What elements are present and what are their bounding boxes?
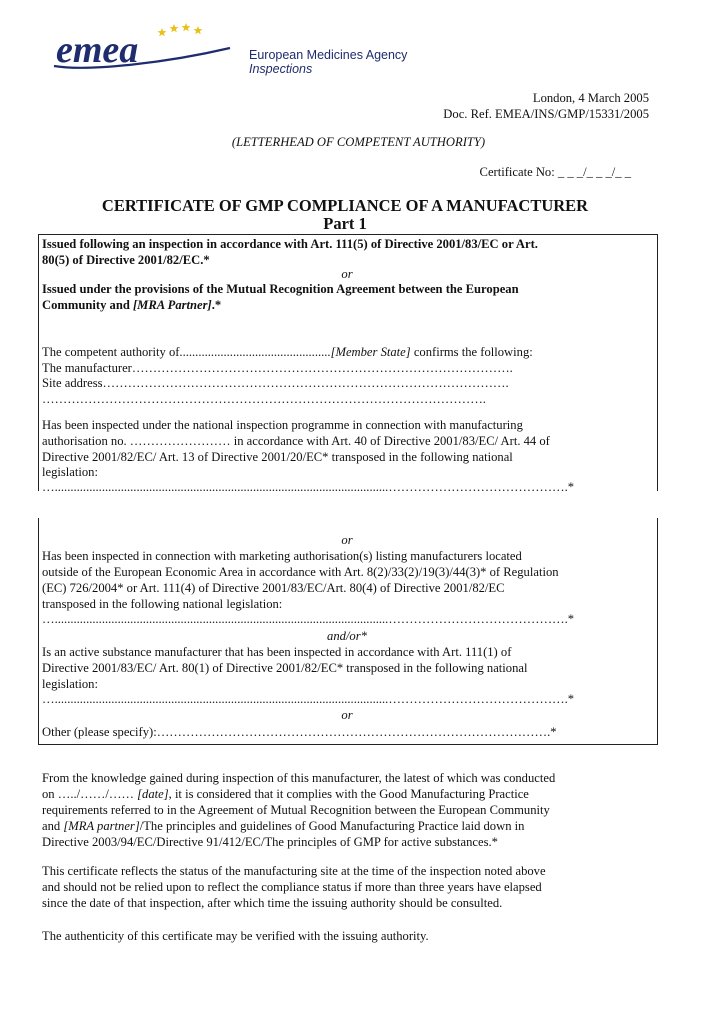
inspection-date-field: on …../……/…… [42,787,138,801]
emea-logo [50,22,240,74]
site-address-continuation: ……………………………………………………………………………………………. [42,392,486,406]
other-specify-field: Other (please specify):………………………………………………………………………………….* [42,725,557,739]
marketing-auth-text-3: (EC) 726/2004* or Art. 111(4) of Directive 2001/83/EC/Art. 80(4) of Directive 2001/82/EC [42,581,505,595]
site-address-field: Site address……………………………………………………………………………………. [42,376,509,390]
star-2 [170,24,179,32]
national-inspection-text-1: Has been inspected under the national inspection programme in connection with manufacturing [42,418,523,432]
gmp-principles-text: /The principles and guidelines of Good Manufacturing Practice laid down in [139,819,525,833]
marketing-auth-text-2: outside of the European Economic Area in accordance with Art. 8(2)/33(2)/19(3)/44(3)* of Regulation [42,565,559,579]
manufacturer-field: The manufacturer………………………………………………………………………………. [42,361,513,375]
or-separator-2: or [341,533,353,547]
marketing-auth-text-1: Has been inspected in connection with marketing authorisation(s) listing manufacturers located [42,549,522,563]
active-substance-text-2: Directive 2001/83/EC/ Art. 80(1) of Directive 2001/82/EC* transposed in the following national [42,661,528,675]
or-separator-3: or [341,708,353,722]
marketing-auth-text-4: transposed in the following national legislation: [42,597,283,611]
national-inspection-text-2: authorisation no. …………………… in accordance with Art. 40 of Directive 2001/83/EC/ Art. 44 of [42,434,550,448]
member-state-placeholder: [Member State] [330,345,411,359]
agency-subtitle: Inspections [249,62,313,76]
active-substance-text-1: Is an active substance manufacturer that has been inspected in accordance with Art. 111(1) of [42,645,512,659]
marketing-legislation-field: …..........................................................................................................…………………………………….* [42,612,575,626]
issued-article-text-2: 80(5) of Directive 2001/82/EC.* [42,253,210,267]
compliance-text-5: Directive 2003/94/EC/Directive 91/412/EC/The principles of GMP for active substances.* [42,835,498,849]
and-or-separator: and/or* [327,629,367,643]
confirms-text: confirms the following: [410,345,533,359]
letterhead-placeholder: (LETTERHEAD OF COMPETENT AUTHORITY) [231,135,486,149]
compliance-text-2 [42,786,529,802]
compliance-text-4 [42,818,524,834]
compliance-text-3: requirements referred to in the Agreement of Mutual Recognition between the European Community [42,803,550,817]
issued-article-text-1: Issued following an inspection in accordance with Art. 111(5) of Directive 2001/83/EC or Art. [42,237,538,251]
mra-partner-placeholder-2: [MRA partner] [63,819,140,833]
star-4 [194,26,203,34]
active-substance-legislation-field: …..........................................................................................................…………………………………….* [42,692,575,706]
certificate-part: Part 1 [323,214,367,233]
active-substance-text-3: legislation: [42,677,98,691]
certificate-number: Certificate No: _ _ _/_ _ _/_ _ [479,165,631,179]
validity-text-2: and should not be relied upon to reflect the compliance status if more than three years have elapsed [42,880,542,894]
compliance-and: and [42,819,64,833]
issued-mra-text-1: Issued under the provisions of the Mutual Recognition Agreement between the European [42,282,519,296]
validity-text-3: since the date of that inspection, after which time the issuing authority should be consulted. [42,896,503,910]
star-3 [182,23,191,31]
compliance-text-1: From the knowledge gained during inspection of this manufacturer, the latest of which was conducted [42,771,556,785]
national-legislation-field: …..........................................................................................................…………………………………….* [42,480,575,494]
document-date: London, 4 March 2005 [532,91,649,105]
validity-text-1: This certificate reflects the status of the manufacturing site at the time of the inspection noted above [42,864,546,878]
or-separator-1: or [341,267,353,281]
logo-stars [158,23,203,36]
certificate-title: CERTIFICATE OF GMP COMPLIANCE OF A MANUFACTURER [101,196,589,215]
logo-wordmark: emea [56,29,139,71]
authenticity-text: The authenticity of this certificate may be verified with the issuing authority. [42,929,429,943]
national-inspection-text-3: Directive 2001/82/EC/ Art. 13 of Directive 2001/20/EC* transposed in the following national [42,450,513,464]
date-placeholder: [date] [137,787,169,801]
emea-logo-mark [50,22,240,74]
mra-partner-placeholder: [MRA Partner] [132,298,212,312]
competent-authority-line [42,344,533,360]
issued-mra-end: .* [211,298,222,312]
national-inspection-text-4: legislation: [42,465,98,479]
issued-mra-community: Community and [42,298,133,312]
star-1 [158,28,167,36]
competent-authority-text: The competent authority of................................................ [42,345,331,359]
document-reference: Doc. Ref. EMEA/INS/GMP/15331/2005 [443,107,649,121]
agency-name: European Medicines Agency [249,48,408,62]
issued-mra-text-2 [42,297,221,313]
compliance-clause: , it is considered that it complies with the Good Manufacturing Practice [168,787,529,801]
